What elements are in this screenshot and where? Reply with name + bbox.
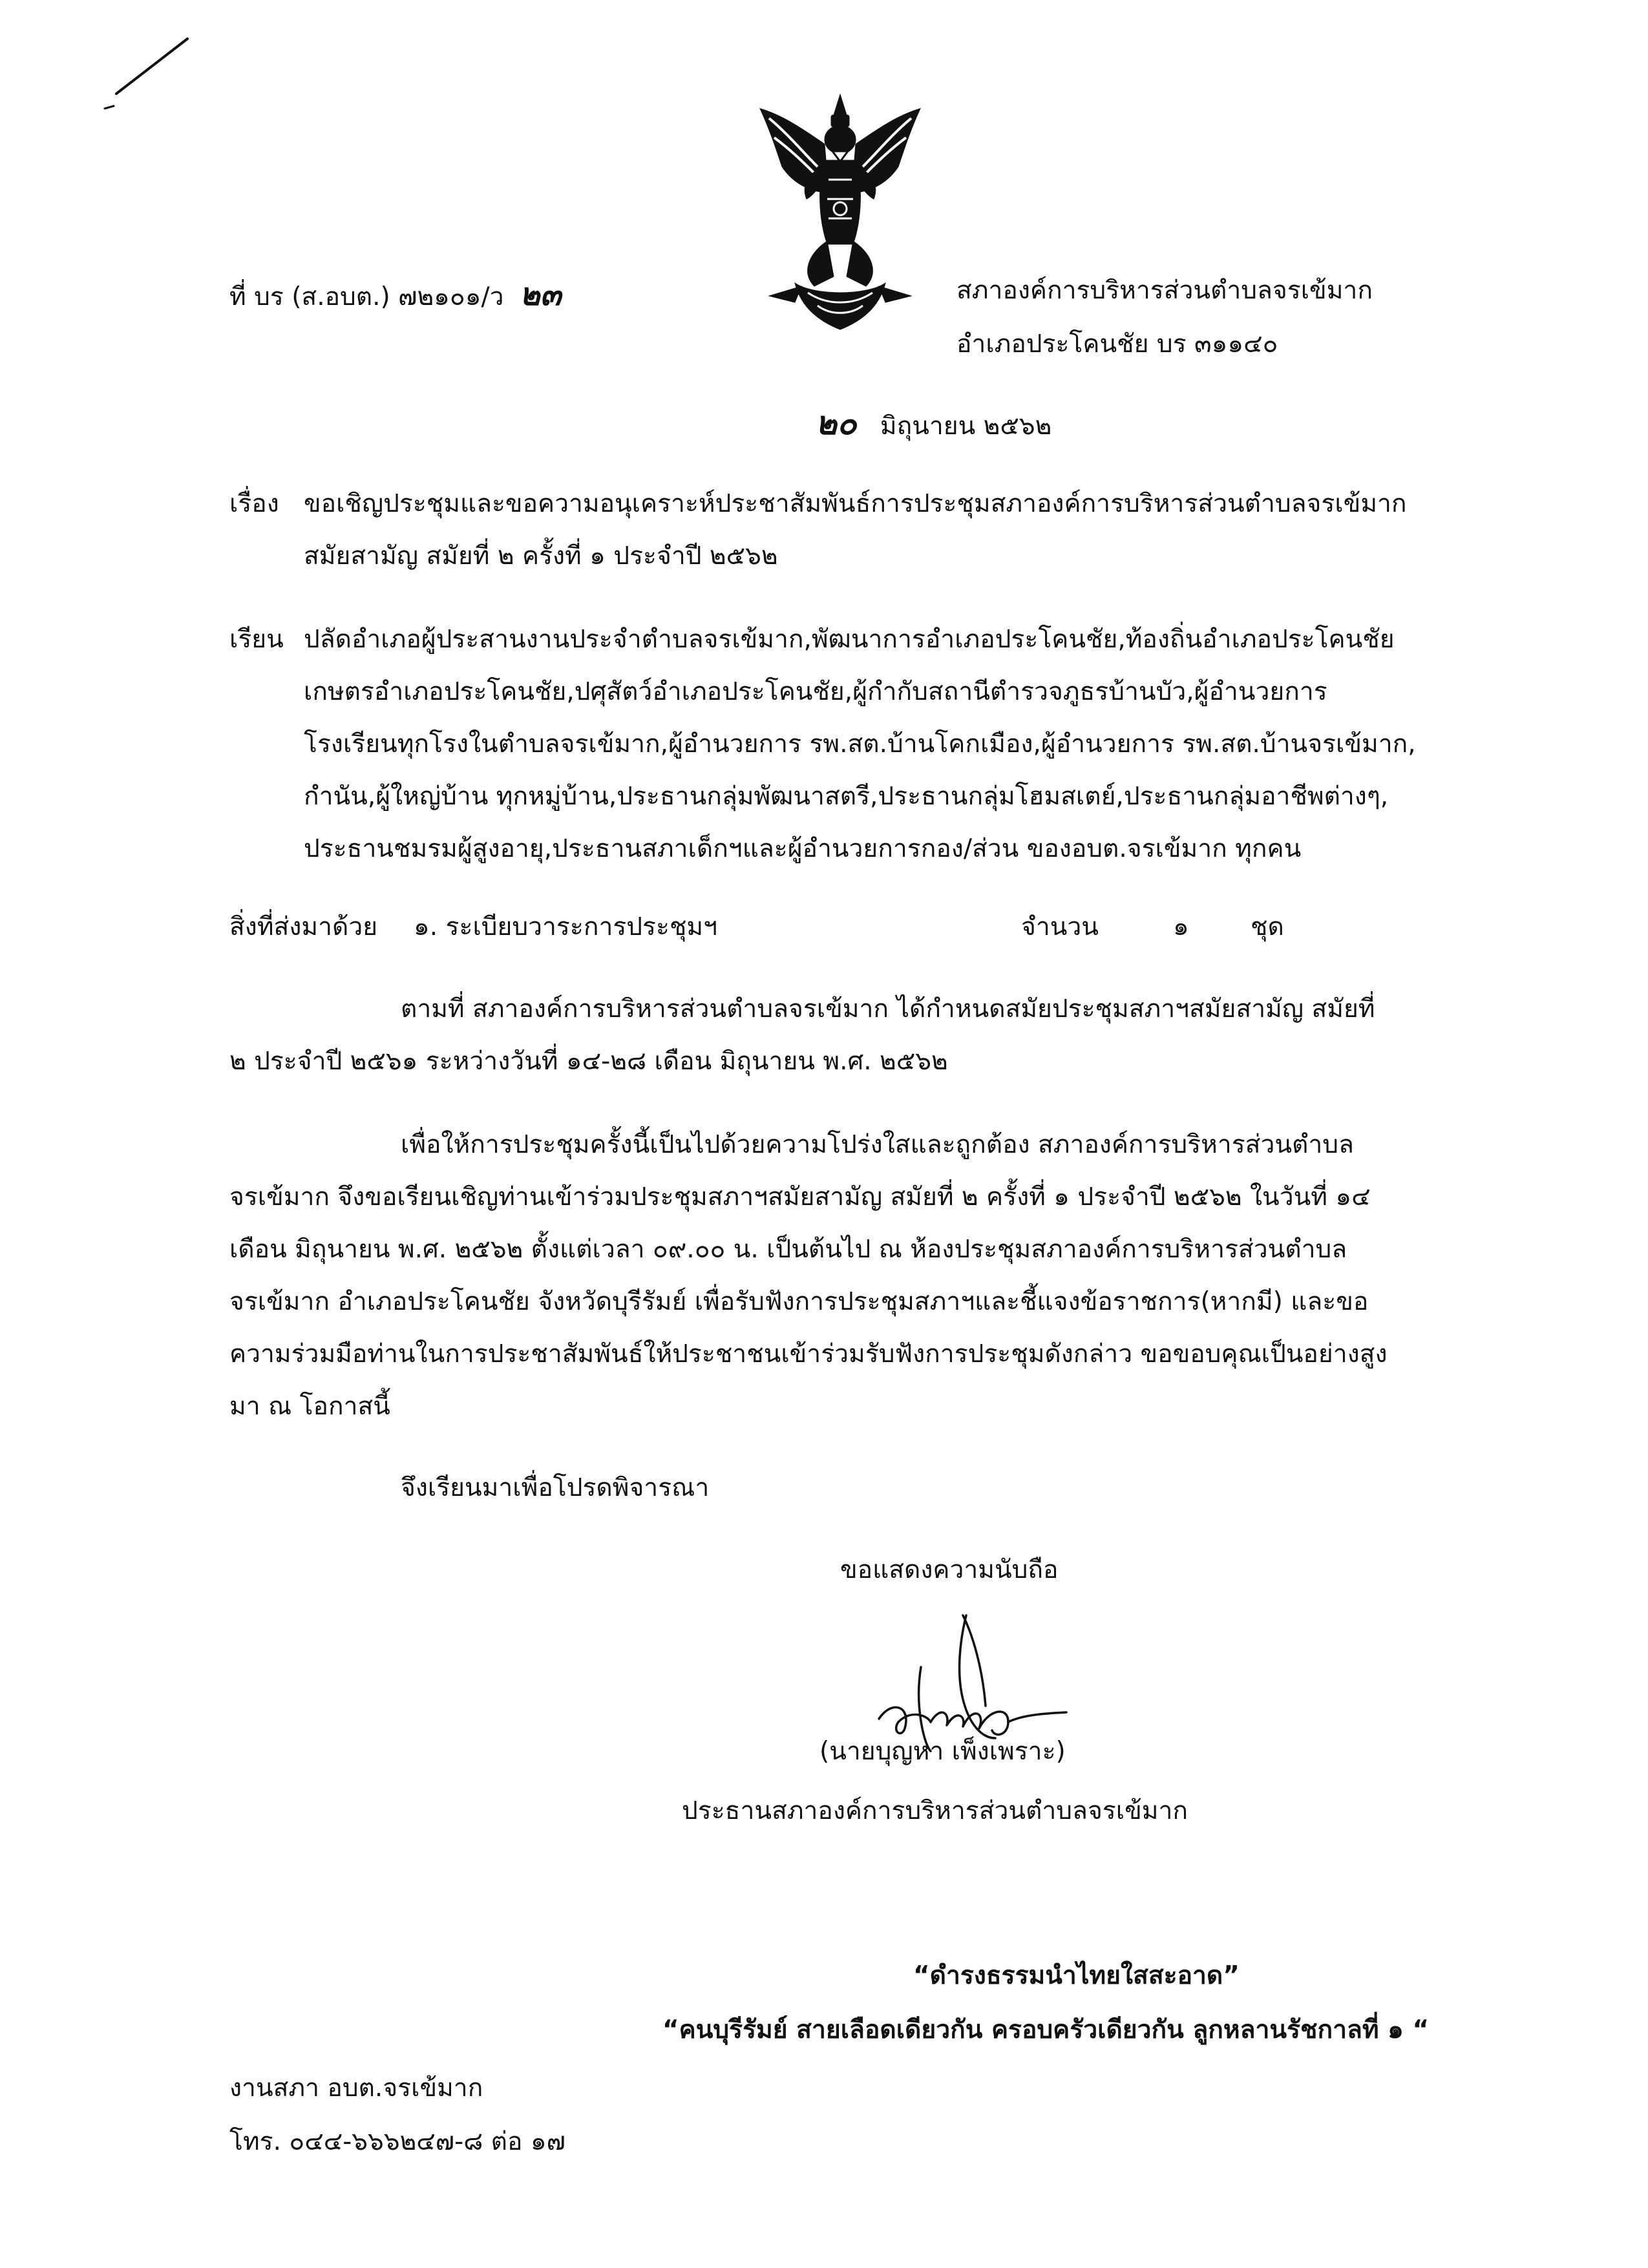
reference-prefix: ที่ บร (ส.อบต.) ๗๒๑๐๑/ว bbox=[229, 282, 504, 311]
recipient-line: ปลัดอำเภอผู้ประสานงานประจำตำบลจรเข้มาก,พัฒนาการอำเภอประโคนชัย,ท้องถิ่นอำเภอประโคนชัย bbox=[304, 625, 1395, 654]
footer-phone: โทร. ๐๔๔-๖๖๖๒๔๗-๘ ต่อ ๑๗ bbox=[229, 2127, 565, 2156]
recipient-line: กำนัน,ผู้ใหญ่บ้าน ทุกหมู่บ้าน,ประธานกลุ่มพัฒนาสตรี,ประธานกลุ่มโฮมสเตย์,ประธานกลุ่มอาชีพต่างๆ, bbox=[304, 782, 1389, 811]
body-paragraph-line: ๒ ประจำปี ๒๕๖๑ ระหว่างวันที่ ๑๔-๒๘ เดือน มิถุนายน พ.ศ. ๒๕๖๒ bbox=[229, 1047, 948, 1076]
org-name: สภาองค์การบริหารส่วนตำบลจรเข้มาก bbox=[956, 276, 1373, 305]
slogan-line: “คนบุรีรัมย์ สายเลือดเดียวกัน ครอบครัวเดียวกัน ลูกหลานรัชกาลที่ ๑ “ bbox=[662, 2015, 1430, 2044]
enclosure-qty-label: จำนวน bbox=[1021, 912, 1099, 941]
handwritten-tick-icon bbox=[97, 26, 200, 116]
body-paragraph-line: ตามที่ สภาองค์การบริหารส่วนตำบลจรเข้มาก ได้กำหนดสมัยประชุมสภาฯสมัยสามัญ สมัยที่ bbox=[401, 994, 1375, 1024]
subject-line: สมัยสามัญ สมัยที่ ๒ ครั้งที่ ๑ ประจำปี ๒๕๖๒ bbox=[304, 541, 778, 571]
letter-date bbox=[816, 402, 1051, 444]
body-paragraph-line: ความร่วมมือท่านในการประชาสัมพันธ์ให้ประชาชนเข้าร่วมรับฟังการประชุมดังกล่าว ขอขอบคุณเป็นอย่างสูง bbox=[229, 1339, 1388, 1369]
signer-title: ประธานสภาองค์การบริหารส่วนตำบลจรเข้มาก bbox=[682, 1796, 1188, 1825]
enclosure-unit: ชุด bbox=[1251, 912, 1284, 941]
recipient-label: เรียน bbox=[229, 625, 284, 654]
complimentary-close: ขอแสดงความนับถือ bbox=[840, 1555, 1059, 1584]
body-paragraph-line: จรเข้มาก อำเภอประโคนชัย จังหวัดบุรีรัมย์ เพื่อรับฟังการประชุมสภาฯและชี้แจงข้อราชการ(หากมี) และขอ bbox=[229, 1287, 1369, 1316]
reference-number-handwritten: ๒๓ bbox=[519, 277, 562, 313]
enclosure-label: สิ่งที่ส่งมาด้วย bbox=[229, 912, 378, 941]
footer-office: งานสภา อบต.จรเข้มาก bbox=[229, 2074, 483, 2103]
body-paragraph-line: จรเข้มาก จึงขอเรียนเชิญท่านเข้าร่วมประชุมสภาฯสมัยสามัญ สมัยที่ ๒ ครั้งที่ ๑ ประจำปี ๒๕๖๒ ในวันที่ ๑๔ bbox=[229, 1182, 1371, 1212]
body-paragraph-line: มา ณ โอกาสนี้ bbox=[229, 1392, 390, 1421]
subject-label: เรื่อง bbox=[229, 489, 279, 518]
body-paragraph-line: เดือน มิถุนายน พ.ศ. ๒๕๖๒ ตั้งแต่เวลา ๐๙.๐๐ น. เป็นต้นไป ณ ห้องประชุมสภาองค์การบริหารส่วนตำบล bbox=[229, 1235, 1347, 1264]
date-day-handwritten: ๒๐ bbox=[816, 404, 857, 442]
recipient-line: โรงเรียนทุกโรงในตำบลจรเข้มาก,ผู้อำนวยการ รพ.สต.บ้านโคกเมือง,ผู้อำนวยการ รพ.สต.บ้านจรเข้มาก, bbox=[304, 730, 1416, 759]
signer-name: (นายบุญหา เพ็งเพราะ) bbox=[819, 1737, 1066, 1766]
subject-line: ขอเชิญประชุมและขอความอนุเคราะห์ประชาสัมพันธ์การประชุมสภาองค์การบริหารส่วนตำบลจรเข้มาก bbox=[304, 489, 1407, 518]
garuda-emblem-icon bbox=[756, 89, 924, 335]
reference-number bbox=[229, 275, 561, 315]
enclosure-qty: ๑ bbox=[1173, 912, 1189, 941]
recipient-line: ประธานชมรมผู้สูงอายุ,ประธานสภาเด็กฯและผู้อำนวยการกอง/ส่วน ของอบต.จรเข้มาก ทุกคน bbox=[304, 834, 1302, 863]
enclosure-item: ๑. ระเบียบวาระการประชุมฯ bbox=[414, 912, 718, 941]
date-month-year: มิถุนายน ๒๕๖๒ bbox=[880, 412, 1052, 441]
org-address: อำเภอประโคนชัย บร ๓๑๑๔๐ bbox=[956, 330, 1278, 359]
body-paragraph-line: เพื่อให้การประชุมครั้งนี้เป็นไปด้วยความโปร่งใสและถูกต้อง สภาองค์การบริหารส่วนตำบล bbox=[401, 1130, 1354, 1159]
closing-request: จึงเรียนมาเพื่อโปรดพิจารณา bbox=[401, 1473, 710, 1502]
recipient-line: เกษตรอำเภอประโคนชัย,ปศุสัตว์อำเภอประโคนชัย,ผู้กำกับสถานีตำรวจภูธรบ้านบัว,ผู้อำนวยการ bbox=[304, 677, 1327, 706]
slogan-line: “ดำรงธรรมนำไทยใสสะอาด” bbox=[913, 1961, 1240, 1990]
